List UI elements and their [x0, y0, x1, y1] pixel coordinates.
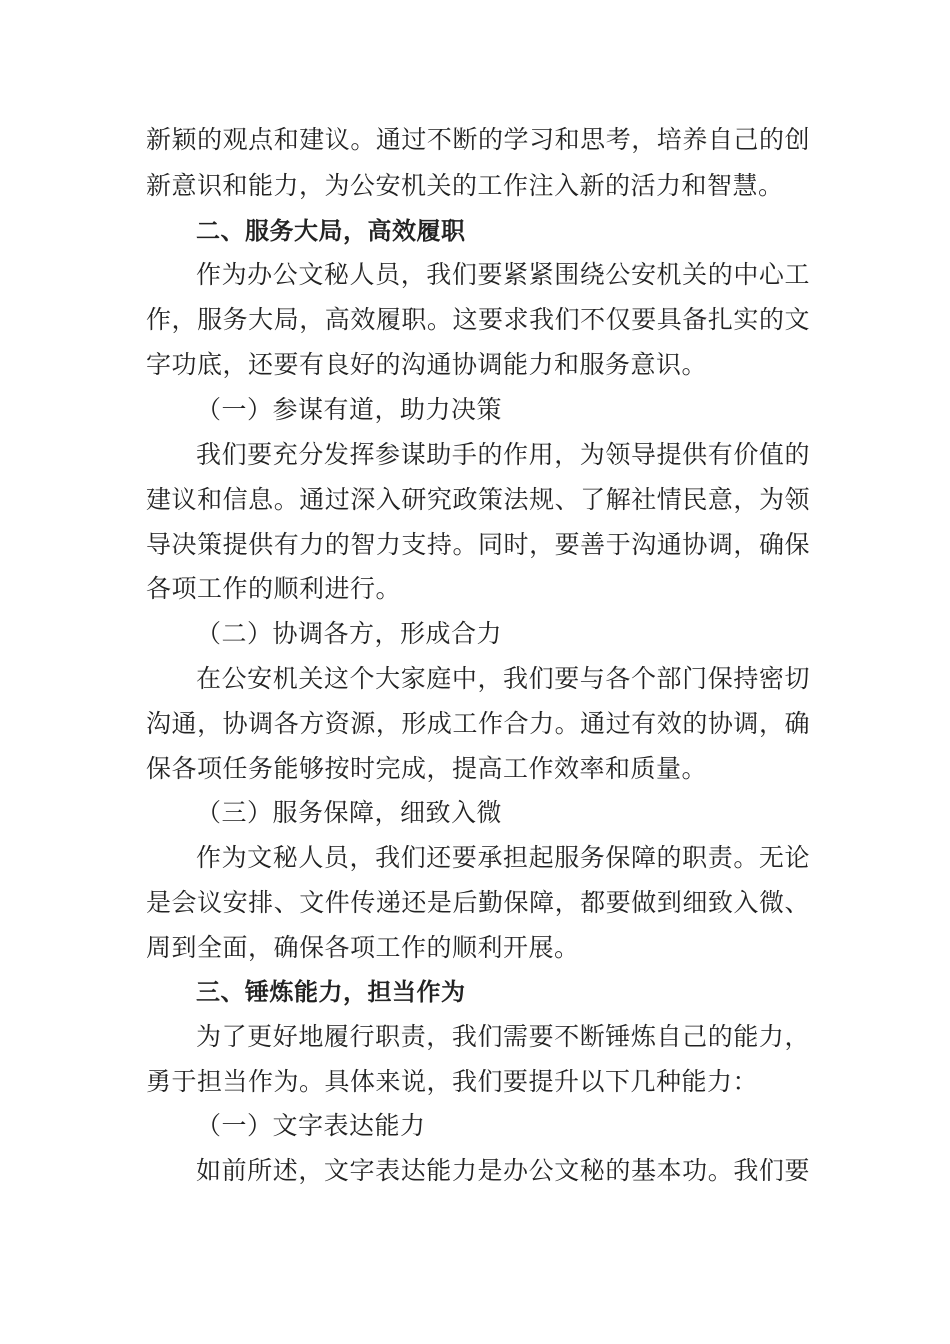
- subsection-heading: （一）参谋有道，助力决策: [196, 395, 503, 424]
- paragraph-line: 保各项任务能够按时完成，提高工作效率和质量。: [146, 754, 708, 783]
- paragraph-line: 在公安机关这个大家庭中，我们要与各个部门保持密切: [196, 664, 810, 693]
- paragraph-line: 如前所述，文字表达能力是办公文秘的基本功。我们要: [196, 1156, 810, 1185]
- paragraph-line: 字功底，还要有良好的沟通协调能力和服务意识。: [146, 350, 708, 379]
- paragraph-line: 作为办公文秘人员，我们要紧紧围绕公安机关的中心工: [196, 260, 810, 289]
- subsection-heading: （二）协调各方，形成合力: [196, 619, 503, 648]
- paragraph-line: 我们要充分发挥参谋助手的作用，为领导提供有价值的: [196, 440, 810, 469]
- paragraph-line: 勇于担当作为。具体来说，我们要提升以下几种能力：: [146, 1067, 759, 1096]
- paragraph-line: 各项工作的顺利进行。: [146, 574, 402, 603]
- paragraph-line: 新意识和能力，为公安机关的工作注入新的活力和智慧。: [146, 171, 784, 200]
- paragraph-line: 作为文秘人员，我们还要承担起服务保障的职责。无论: [196, 843, 810, 872]
- paragraph-line: 新颖的观点和建议。通过不断的学习和思考，培养自己的创: [146, 125, 810, 154]
- paragraph-line: 沟通，协调各方资源，形成工作合力。通过有效的协调，确: [146, 709, 810, 738]
- subsection-heading: （一）文字表达能力: [196, 1111, 426, 1140]
- section-heading: 三、锤炼能力，担当作为: [196, 978, 466, 1006]
- paragraph-line: 导决策提供有力的智力支持。同时，要善于沟通协调，确保: [146, 530, 810, 559]
- paragraph-line: 作，服务大局，高效履职。这要求我们不仅要具备扎实的文: [146, 305, 810, 334]
- subsection-heading: （三）服务保障，细致入微: [196, 798, 503, 827]
- section-heading: 二、服务大局，高效履职: [196, 217, 466, 245]
- paragraph-line: 为了更好地履行职责，我们需要不断锤炼自己的能力，: [196, 1022, 810, 1051]
- paragraph-line: 周到全面，确保各项工作的顺利开展。: [146, 933, 580, 962]
- paragraph-line: 建议和信息。通过深入研究政策法规、了解社情民意，为领: [146, 485, 810, 514]
- paragraph-line: 是会议安排、文件传递还是后勤保障，都要做到细致入微、: [146, 888, 810, 917]
